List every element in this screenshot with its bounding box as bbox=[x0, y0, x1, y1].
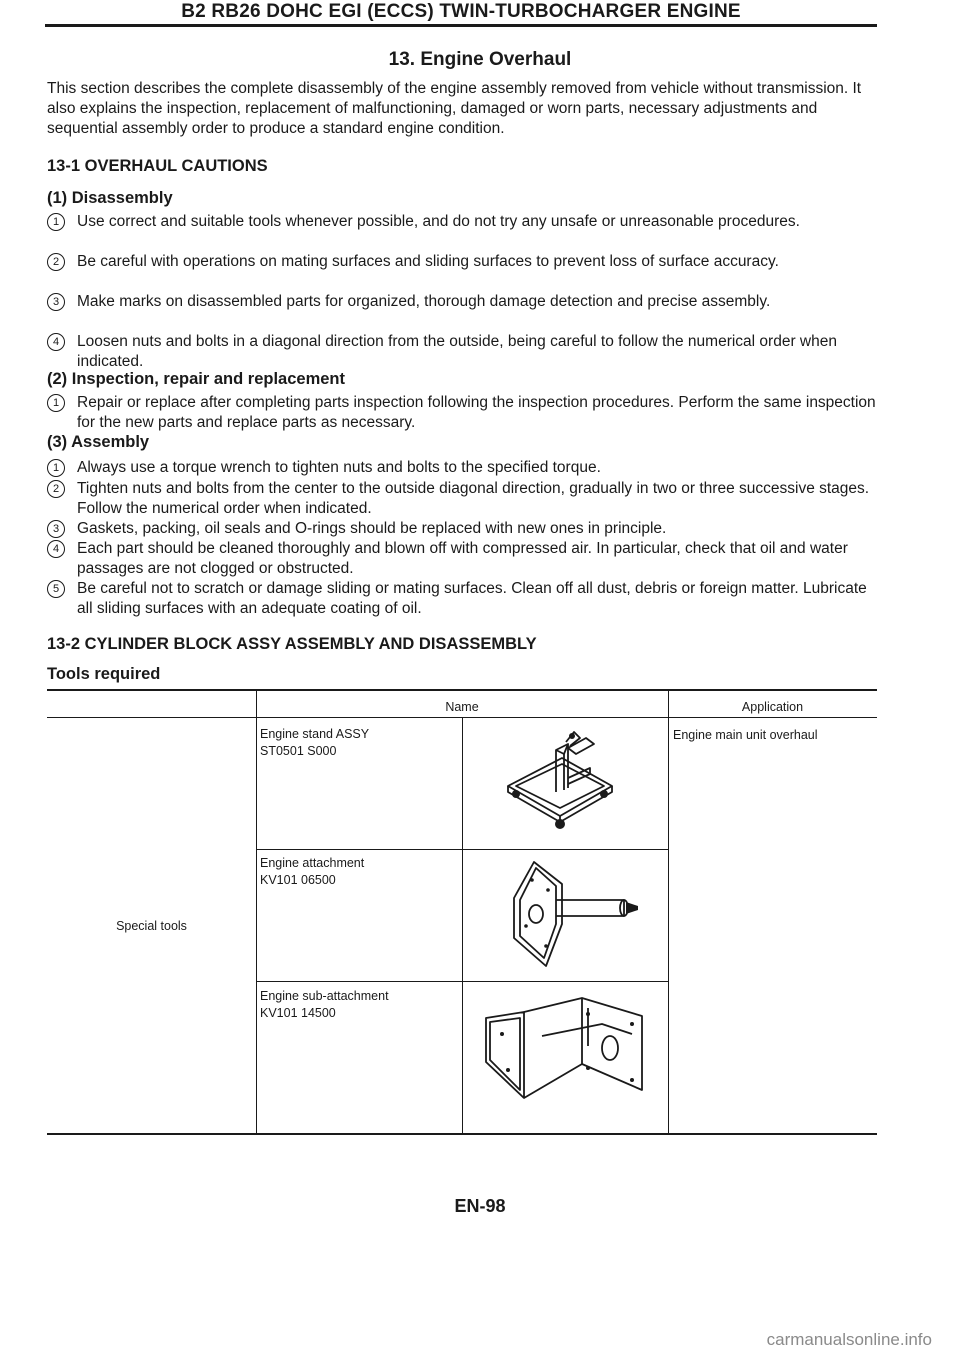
cautions-heading: 13-1 OVERHAUL CAUTIONS bbox=[47, 157, 268, 175]
tool-category: Special tools bbox=[116, 919, 187, 933]
disassembly-item-1 bbox=[47, 212, 877, 232]
item-number: 1 bbox=[47, 213, 65, 231]
page-header: B2 RB26 DOHC EGI (ECCS) TWIN-TURBOCHARGER ENGINE bbox=[45, 0, 877, 27]
item-text: Make marks on disassembled parts for organized, thorough damage detection and precise assembly. bbox=[77, 293, 771, 310]
disassembly-item-3 bbox=[47, 292, 877, 312]
assembly-item-2 bbox=[47, 479, 877, 519]
item-text: Repair or replace after completing parts inspection following the inspection procedures. Perform the same inspection for the new parts and replace parts as necessary. bbox=[77, 394, 876, 431]
disassembly-heading: (1) Disassembly bbox=[47, 189, 173, 207]
item-text: Be careful with operations on mating surfaces and sliding surfaces to prevent loss of surface accuracy. bbox=[77, 253, 779, 270]
item-text: Be careful not to scratch or damage sliding or mating surfaces. Clean off all dust, debris or foreign matter. Lubricate all sliding surfaces with an adequate coating of oil. bbox=[77, 580, 867, 617]
tools-heading: Tools required bbox=[47, 665, 161, 683]
item-number: 2 bbox=[47, 253, 65, 271]
tool-name: Engine sub-attachment bbox=[260, 989, 389, 1003]
tool-code: KV101 14500 bbox=[260, 1006, 336, 1020]
inspection-item-1 bbox=[47, 393, 877, 433]
cylinder-heading: 13-2 CYLINDER BLOCK ASSY ASSEMBLY AND DISASSEMBLY bbox=[47, 635, 537, 653]
inspection-heading: (2) Inspection, repair and replacement bbox=[47, 370, 345, 388]
table-divider bbox=[668, 689, 669, 1133]
item-text: Gaskets, packing, oil seals and O-rings should be replaced with new ones in principle. bbox=[77, 520, 667, 537]
assembly-item-3 bbox=[47, 519, 877, 539]
item-text: Loosen nuts and bolts in a diagonal direction from the outside, being careful to follow the numerical order when indicated. bbox=[77, 333, 837, 370]
assembly-item-4 bbox=[47, 539, 877, 579]
table-divider bbox=[256, 689, 257, 1133]
table-divider bbox=[462, 717, 463, 1133]
section-title: 13. Engine Overhaul bbox=[388, 49, 572, 70]
watermark: carmanualsonline.info bbox=[766, 1330, 932, 1349]
item-number: 1 bbox=[47, 394, 65, 412]
tool-application: Engine main unit overhaul bbox=[673, 728, 818, 742]
assembly-heading: (3) Assembly bbox=[47, 433, 150, 451]
item-number: 3 bbox=[47, 520, 65, 538]
engine-stand-icon bbox=[504, 728, 624, 833]
disassembly-item-2 bbox=[47, 252, 877, 272]
item-number: 5 bbox=[47, 580, 65, 598]
table-top-rule bbox=[47, 689, 877, 691]
disassembly-item-4 bbox=[47, 332, 877, 372]
tool-code: KV101 06500 bbox=[260, 873, 336, 887]
tool-name: Engine attachment bbox=[260, 856, 365, 870]
section-intro: This section describes the complete disassembly of the engine assembly removed from vehicle without transmission. It also explains the inspection, replacement of malfunctioning, damaged or worn parts, necessary adjustments and sequential assembly order to produce a standard engine condition. bbox=[47, 80, 862, 137]
engine-attachment-icon bbox=[506, 854, 646, 972]
item-number: 4 bbox=[47, 333, 65, 351]
item-number: 3 bbox=[47, 293, 65, 311]
item-number: 1 bbox=[47, 459, 65, 477]
table-bottom-rule bbox=[47, 1133, 877, 1135]
item-text: Each part should be cleaned thoroughly and blown off with compressed air. In particular, check that oil and water passages are not clogged or obstructed. bbox=[77, 540, 848, 577]
engine-sub-attachment-icon bbox=[482, 994, 648, 1114]
table-row-rule bbox=[256, 849, 668, 850]
table-row-rule bbox=[256, 981, 668, 982]
item-text: Always use a torque wrench to tighten nuts and bolts to the specified torque. bbox=[77, 459, 601, 476]
page-number: EN-98 bbox=[454, 1196, 506, 1216]
item-number: 2 bbox=[47, 480, 65, 498]
tool-code: ST0501 S000 bbox=[260, 744, 337, 758]
assembly-item-1 bbox=[47, 458, 877, 478]
item-text: Use correct and suitable tools whenever possible, and do not try any unsafe or unreasonable procedures. bbox=[77, 213, 800, 230]
item-number: 4 bbox=[47, 540, 65, 558]
column-header-name: Name bbox=[445, 700, 479, 714]
item-text: Tighten nuts and bolts from the center to the outside diagonal direction, gradually in two or three successive stages. Follow the numerical order when indicated. bbox=[77, 480, 870, 517]
assembly-item-5 bbox=[47, 579, 877, 619]
tool-name: Engine stand ASSY bbox=[260, 727, 370, 741]
column-header-application: Application bbox=[741, 700, 804, 714]
